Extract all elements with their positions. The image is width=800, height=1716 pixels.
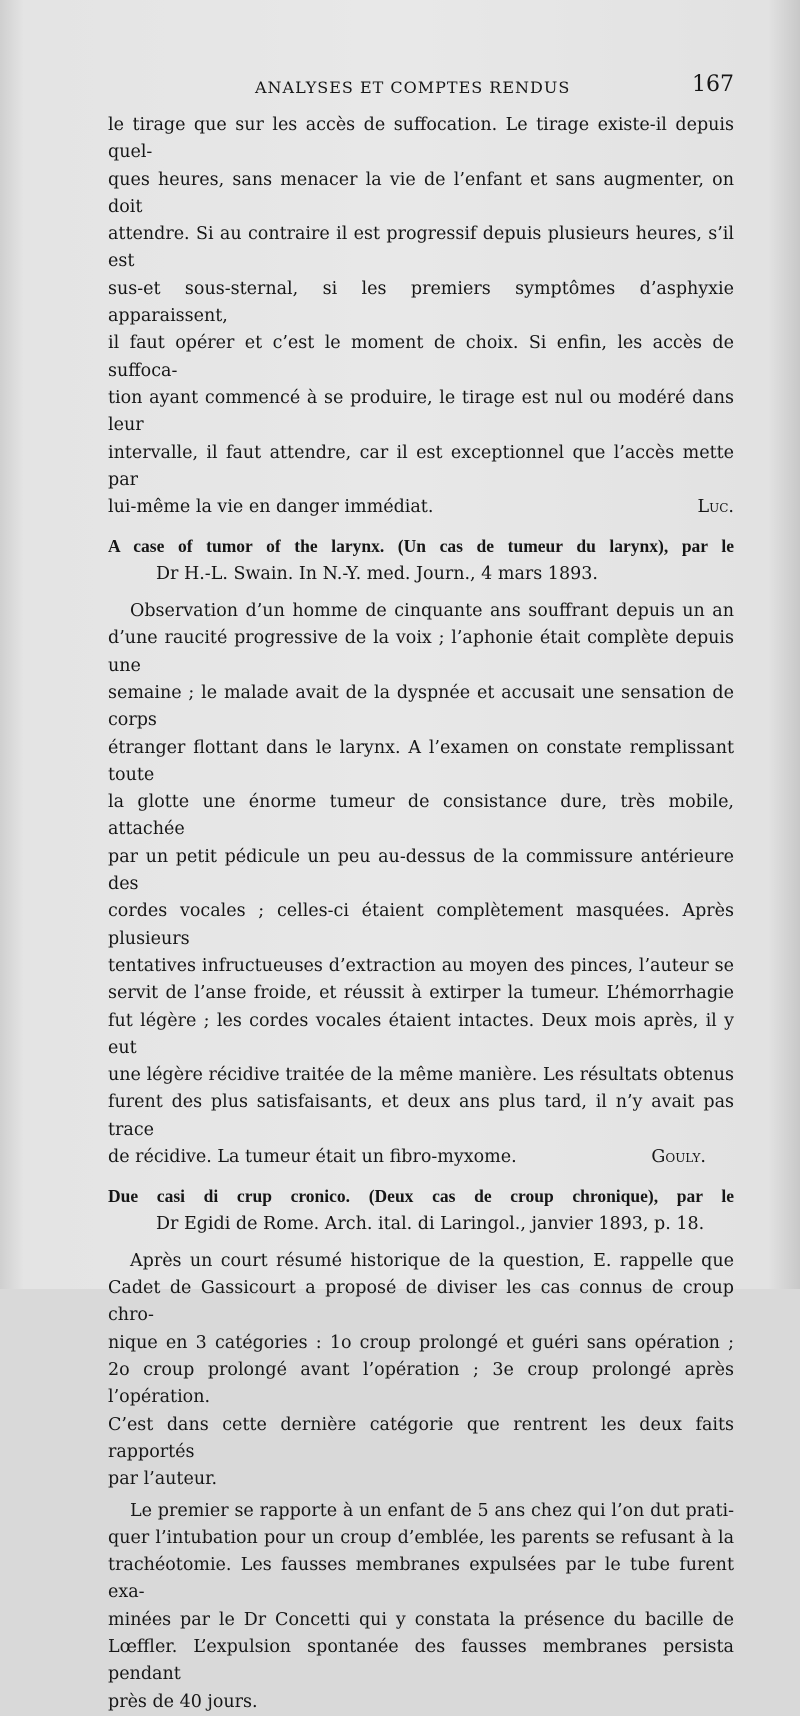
text-line: nique en 3 catégories : 1o croup prolongé et guéri sans opération ; <box>108 1332 734 1353</box>
text-line: 2o croup prolongé avant l’opération ; 3e croup prolongé après l’opération. <box>108 1360 734 1408</box>
text-line: fut légère ; les cordes vocales étaient intactes. Deux mois après, il y eut <box>108 1010 734 1058</box>
heading-line: Dr Egidi de Rome. Arch. ital. di Laringol., janvier 1893, p. 18. <box>156 1213 705 1234</box>
text-line: par l’auteur. <box>108 1469 218 1490</box>
author-signature: Gouly. <box>651 1146 706 1167</box>
heading-line: Dr H.-L. Swain. In N.-Y. med. Journ., 4 mars 1893. <box>156 563 598 584</box>
text-line: sus-et sous-sternal, si les premiers symptômes d’asphyxie apparaissent, <box>108 278 734 327</box>
text-line-with-signature <box>108 1144 734 1171</box>
article-heading <box>108 533 734 588</box>
text-line: trachéotomie. Les fausses membranes expulsées par le tube furent exa- <box>108 1555 734 1603</box>
page-body <box>108 112 734 1716</box>
text-line-with-signature <box>108 494 734 521</box>
running-title: ANALYSES ET COMPTES RENDUS <box>255 78 571 97</box>
text-line: la glotte une énorme tumeur de consistance dure, très mobile, attachée <box>108 792 734 840</box>
continued-paragraph <box>108 112 734 521</box>
text-line: Cadet de Gassicourt a proposé de diviser les cas connus de croup chro- <box>108 1278 734 1326</box>
heading-line: A case of tumor of the larynx. (Un cas de tumeur du larynx), par le <box>108 536 734 557</box>
text-line: C’est dans cette dernière catégorie que rentrent les deux faits rapportés <box>108 1414 734 1462</box>
text-line: intervalle, il faut attendre, car il est exceptionnel que l’accès mette par <box>108 442 734 490</box>
text-line: par un petit pédicule un peu au-dessus de la commissure antérieure des <box>108 846 734 895</box>
text-line: attendre. Si au contraire il est progressif depuis plusieurs heures, s’il est <box>108 224 734 272</box>
page-number: 167 <box>692 72 734 97</box>
text-line: Après un court résumé historique de la question, E. rappelle que <box>130 1250 734 1271</box>
text-line: minées par le Dr Concetti qui y constata la présence du bacille de <box>108 1609 734 1630</box>
author-signature: Luc. <box>697 497 734 518</box>
text-line: de récidive. La tumeur était un fibro-myxome. <box>108 1146 517 1167</box>
text-line: une légère récidive traitée de la même manière. Les résultats obtenus <box>108 1065 734 1086</box>
text-line: Lœffler. L’expulsion spontanée des fausses membranes persista pendant <box>108 1637 734 1685</box>
text-line: quer l’intubation pour un croup d’emblée, les parents se refusant à la <box>108 1527 734 1548</box>
text-line: Observation d’un homme de cinquante ans souffrant depuis un an <box>130 601 734 622</box>
text-line: il faut opérer et c’est le moment de choix. Si enfin, les accès de suffoca- <box>108 333 734 381</box>
running-header <box>110 72 734 104</box>
heading-line: Due casi di crup cronico. (Deux cas de croup chronique), par le <box>108 1186 734 1207</box>
text-line: semaine ; le malade avait de la dyspnée et accusait une sensation de corps <box>108 682 734 731</box>
text-line: ques heures, sans menacer la vie de l’enfant et sans augmenter, on doit <box>108 169 734 217</box>
article-heading <box>108 1183 734 1238</box>
text-line: servit de l’anse froide, et réussit à extirper la tumeur. L’hémorrhagie <box>108 983 734 1004</box>
text-line: le tirage que sur les accès de suffocation. Le tirage existe-il depuis quel- <box>108 115 734 163</box>
article-body <box>108 598 734 1171</box>
text-line: étranger flottant dans le larynx. A l’examen on constate remplissant toute <box>108 737 734 785</box>
text-line: d’une raucité progressive de la voix ; l’aphonie était complète depuis une <box>108 628 734 676</box>
text-line: cordes vocales ; celles-ci étaient complètement masquées. Après plusieurs <box>108 901 734 949</box>
text-line: lui-même la vie en danger immédiat. <box>108 497 434 518</box>
text-line: tentatives infructueuses d’extraction au moyen des pinces, l’auteur se <box>108 955 734 976</box>
text-line: près de 40 jours. <box>108 1691 258 1712</box>
text-line: tion ayant commencé à se produire, le tirage est nul ou modéré dans leur <box>108 387 734 436</box>
article-body <box>108 1248 734 1716</box>
text-line: furent des plus satisfaisants, et deux ans plus tard, il n’y avait pas trace <box>108 1092 734 1140</box>
text-line: Le premier se rapporte à un enfant de 5 ans chez qui l’on dut prati- <box>130 1500 734 1521</box>
